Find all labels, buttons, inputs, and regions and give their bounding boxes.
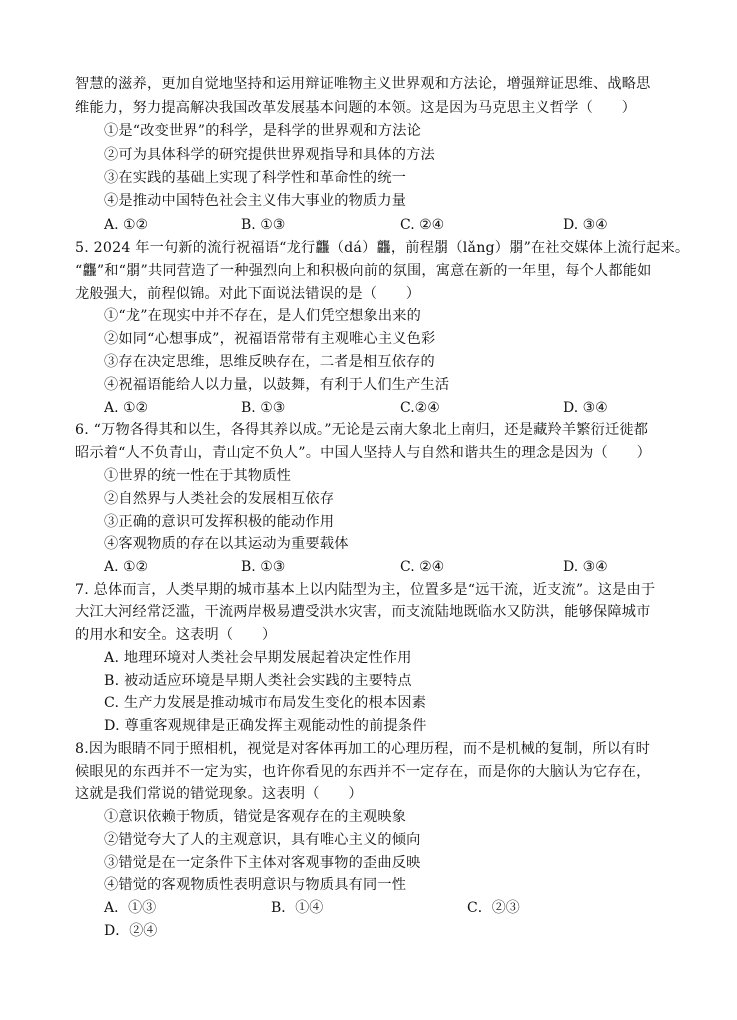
- q8-stem-line-1: 8.因为眼睛不同于照相机，视觉是对客体再加工的心理历程，而不是机械的复制，所以有时: [75, 741, 651, 757]
- q7-stem-line-3: 的用水和安全。这表明（ ）: [75, 627, 277, 643]
- q5-choice-a: A. ①②: [104, 400, 149, 416]
- q6-choice-c: C. ②④: [400, 559, 445, 575]
- q5-option-4: ④祝福语能给人以力量，以鼓舞，有利于人们生产生活: [104, 377, 450, 393]
- q6-choice-b: B. ①③: [241, 559, 286, 575]
- q8-choice-d: D．②④: [104, 923, 158, 939]
- q4-choice-d: D. ③④: [563, 217, 608, 233]
- q4-option-1: ①是“改变世界”的科学，是科学的世界观和方法论: [104, 123, 422, 139]
- q5-choice-d: D. ③④: [563, 400, 608, 416]
- q4-stem-line-2: 维能力，努力提高解决我国改革发展基本问题的本领。这是因为马克思主义哲学（ ）: [75, 100, 637, 116]
- q7-stem-line-2: 大江大河经常泛滥，干流两岸极易遭受洪水灾害，而支流陆地既临水又防洪，能够保障城市: [75, 604, 651, 620]
- q4-stem-line-1: 智慧的滋养，更加自觉地坚持和运用辩证唯物主义世界观和方法论，增强辩证思维、战略思: [75, 76, 651, 92]
- q7-option-b: B. 被动适应环境是早期人类社会实践的主要特点: [104, 673, 412, 689]
- q6-stem-line-2: 昭示着“人不负青山，青山定不负人”。中国人坚持人与自然和谐共生的理念是因为（ ）: [75, 445, 652, 461]
- q6-option-3: ③正确的意识可发挥积极的能动作用: [104, 514, 335, 530]
- q6-option-1: ①世界的统一性在于其物质性: [104, 468, 292, 484]
- q8-choice-c: C．②③: [467, 900, 520, 916]
- q6-option-4: ④客观物质的存在以其运动为重要载体: [104, 536, 349, 552]
- q8-option-2: ②错觉夸大了人的主观意识，具有唯心主义的倾向: [104, 832, 421, 848]
- q4-choice-c: C. ②④: [400, 217, 445, 233]
- q8-choice-b: B．①④: [271, 900, 324, 916]
- q6-choice-d: D. ③④: [563, 559, 608, 575]
- q7-stem-line-1: 7. 总体而言，人类早期的城市基本上以内陆型为主，位置多是“远干流，近支流”。这是由于: [75, 582, 656, 598]
- q6-option-2: ②自然界与人类社会的发展相互依存: [104, 491, 335, 507]
- q5-option-2: ②如同“心想事成”，祝福语常带有主观唯心主义色彩: [104, 331, 436, 347]
- q5-option-3: ③存在决定思维，思维反映存在，二者是相互依存的: [104, 354, 435, 370]
- q8-choice-a: A．①③: [104, 900, 157, 916]
- q4-choice-b: B. ①③: [241, 217, 286, 233]
- q5-stem-line-2: “龘”和“朤”共同营造了一种强烈向上和积极向前的氛围，寓意在新的一年里，每个人都能如: [75, 263, 652, 279]
- q7-option-c: C. 生产力发展是推动城市布局发生变化的根本因素: [104, 695, 427, 711]
- q5-choice-c: C.②④: [400, 400, 440, 416]
- q8-option-1: ①意识依赖于物质，错觉是客观存在的主观映象: [104, 809, 407, 825]
- q8-option-4: ④错觉的客观物质性表明意识与物质具有同一性: [104, 877, 407, 893]
- q6-choice-a: A. ①②: [104, 559, 149, 575]
- q5-stem-line-3: 龙般强大，前程似锦。对此下面说法错误的是（ ）: [75, 286, 421, 302]
- q4-option-3: ③在实践的基础上实现了科学性和革命性的统一: [104, 170, 407, 186]
- q8-stem-line-3: 这就是我们常说的错觉现象。这表明（ ）: [75, 786, 363, 802]
- q7-option-d: D. 尊重客观规律是正确发挥主观能动性的前提条件: [104, 718, 427, 734]
- q4-option-4: ④是推动中国特色社会主义伟大事业的物质力量: [104, 193, 407, 209]
- q6-stem-line-1: 6. “万物各得其和以生，各得其养以成。”无论是云南大象北上南归，还是藏羚羊繁衍迁徙都: [75, 422, 649, 438]
- q4-option-2: ②可为具体科学的研究提供世界观指导和具体的方法: [104, 147, 435, 163]
- q4-choice-a: A. ①②: [104, 217, 149, 233]
- q5-stem-line-1: 5. 2024 年一句新的流行祝福语“龙行龘（dá）龘，前程朤（lǎng）朤”在社交媒体上流行起来。: [75, 240, 690, 256]
- q8-stem-line-2: 候眼见的东西并不一定为实，也许你看见的东西并不一定存在，而是你的大脑认为它存在，: [75, 764, 651, 780]
- q7-option-a: A. 地理环境对人类社会早期发展起着决定性作用: [104, 650, 412, 666]
- q5-choice-b: B. ①③: [241, 400, 286, 416]
- q8-option-3: ③错觉是在一定条件下主体对客观事物的歪曲反映: [104, 855, 421, 871]
- q5-option-1: ①“龙”在现实中并不存在，是人们凭空想象出来的: [104, 308, 422, 324]
